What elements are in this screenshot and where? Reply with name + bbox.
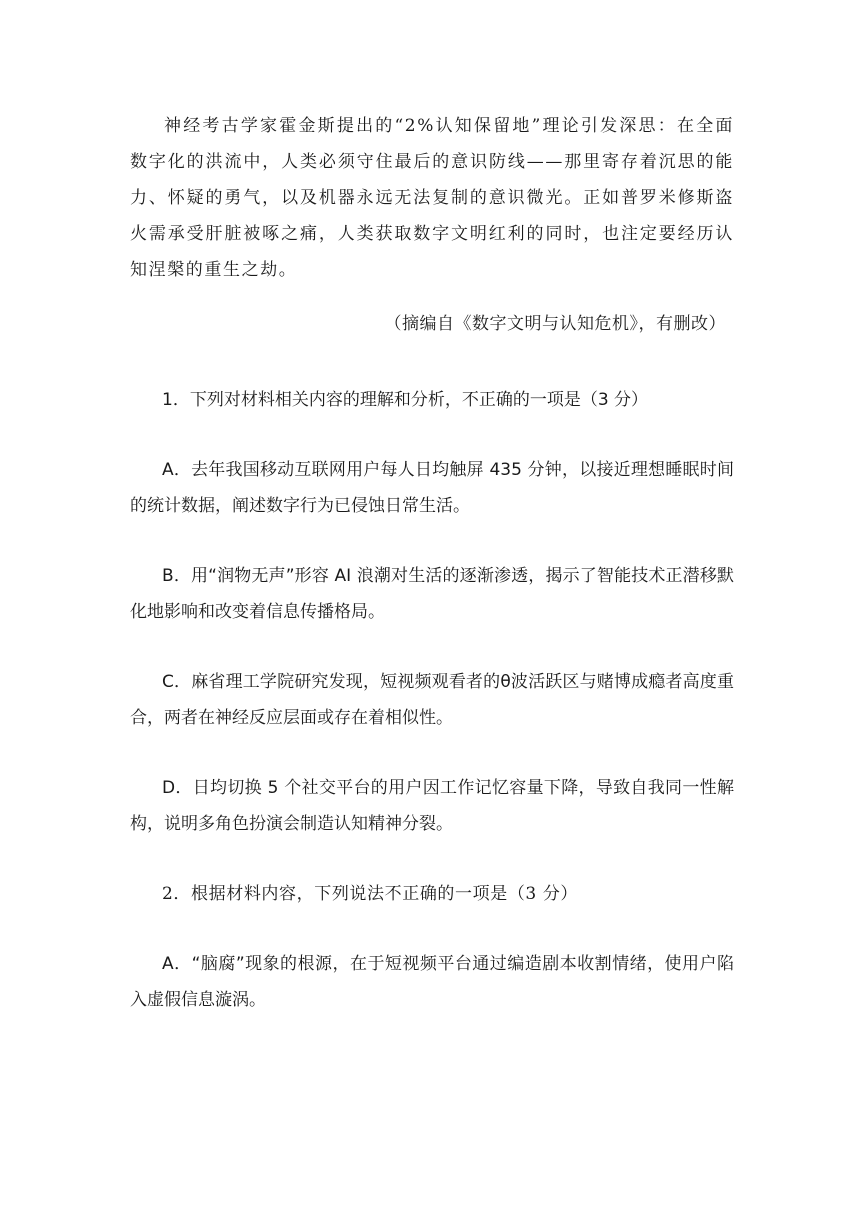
passage-source: （摘编自《数字文明与认知危机》，有删改） xyxy=(384,314,726,334)
passage-paragraph: 神经考古学家霍金斯提出的“2%认知保留地”理论引发深思：在全面数字化的洪流中，人类必须守住最后的意识防线——那里寄存着沉思的能力、怀疑的勇气，以及机器永远无法复制的意识微光。正如普罗米修斯盗火需承受肝脏被啄之痛，人类获取数字文明红利的同时，也注定要经历认知涅槃的重生之劫。 xyxy=(130,116,734,280)
question-2-option-a: A．“脑腐”现象的根源，在于短视频平台通过编造剧本收割情绪，使用户陷入虚假信息漩涡。 xyxy=(130,954,734,1010)
question-1-option-b: B．用“润物无声”形容 AI 浪潮对生活的逐渐渗透，揭示了智能技术正潜移默化地影响和改变着信息传播格局。 xyxy=(130,566,734,622)
question-1-option-a: A．去年我国移动互联网用户每人日均触屏 435 分钟，以接近理想睡眠时间的统计数据，阐述数字行为已侵蚀日常生活。 xyxy=(130,460,734,516)
question-2-stem: 2．根据材料内容，下列说法不正确的一项是（3 分） xyxy=(162,884,579,904)
question-1-stem: 1．下列对材料相关内容的理解和分析，不正确的一项是（3 分） xyxy=(162,390,649,410)
document-body xyxy=(130,108,734,1018)
question-1-option-c: C．麻省理工学院研究发现，短视频观看者的θ波活跃区与赌博成瘾者高度重合，两者在神经反应层面或存在着相似性。 xyxy=(130,672,734,728)
question-1-option-d: D．日均切换 5 个社交平台的用户因工作记忆容量下降，导致自我同一性解构，说明多角色扮演会制造认知精神分裂。 xyxy=(130,778,734,834)
